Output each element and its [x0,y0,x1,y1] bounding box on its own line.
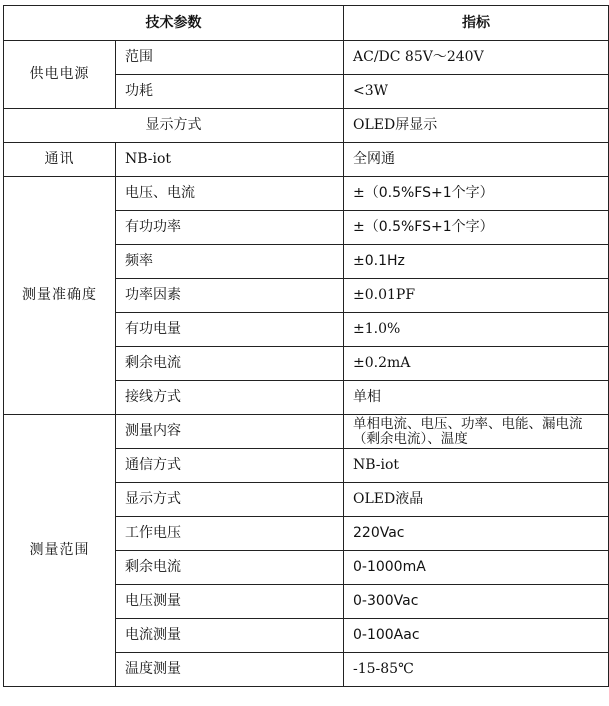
row-value: OLED屏显示 [344,109,609,143]
row-label: 显示方式 [4,109,344,143]
row-value: ±0.1Hz [344,245,609,279]
row-label: 剩余电流 [116,551,344,585]
row-label: 频率 [116,245,344,279]
row-label: 测量内容 [116,415,344,449]
row-label: NB-iot [116,143,344,177]
row-label: 显示方式 [116,483,344,517]
header-index: 指标 [344,6,609,41]
row-value: 0-100Aac [344,619,609,653]
table-row [4,41,609,75]
row-value: 220Vac [344,517,609,551]
row-value: ±1.0% [344,313,609,347]
group-accuracy: 测量准确度 [4,177,116,415]
row-value: NB-iot [344,449,609,483]
spec-table [3,5,609,687]
group-power: 供电电源 [4,41,116,109]
row-value: 0-300Vac [344,585,609,619]
row-value: ±（0.5%FS+1个字） [344,211,609,245]
table-row [4,177,609,211]
row-value: -15-85℃ [344,653,609,687]
row-label: 有功功率 [116,211,344,245]
row-label: 有功电量 [116,313,344,347]
table-row [4,415,609,449]
row-value: OLED液晶 [344,483,609,517]
row-label: 功率因素 [116,279,344,313]
row-value: 单相电流、电压、功率、电能、漏电流（剩余电流）、温度 [344,415,609,449]
row-value: ±（0.5%FS+1个字） [344,177,609,211]
row-value: <3W [344,75,609,109]
row-value: 全网通 [344,143,609,177]
table-row [4,143,609,177]
row-label: 电流测量 [116,619,344,653]
row-label: 剩余电流 [116,347,344,381]
header-param: 技术参数 [4,6,344,41]
row-label: 范围 [116,41,344,75]
row-value: ±0.01PF [344,279,609,313]
table-row [4,109,609,143]
row-value: 单相 [344,381,609,415]
row-label: 接线方式 [116,381,344,415]
group-range: 测量范围 [4,415,116,687]
header-row [4,6,609,41]
row-label: 功耗 [116,75,344,109]
row-label: 电压测量 [116,585,344,619]
row-label: 温度测量 [116,653,344,687]
group-comm: 通讯 [4,143,116,177]
row-label: 电压、电流 [116,177,344,211]
row-label: 工作电压 [116,517,344,551]
row-value: ±0.2mA [344,347,609,381]
row-label: 通信方式 [116,449,344,483]
row-value: AC/DC 85V～240V [344,41,609,75]
row-value: 0-1000mA [344,551,609,585]
